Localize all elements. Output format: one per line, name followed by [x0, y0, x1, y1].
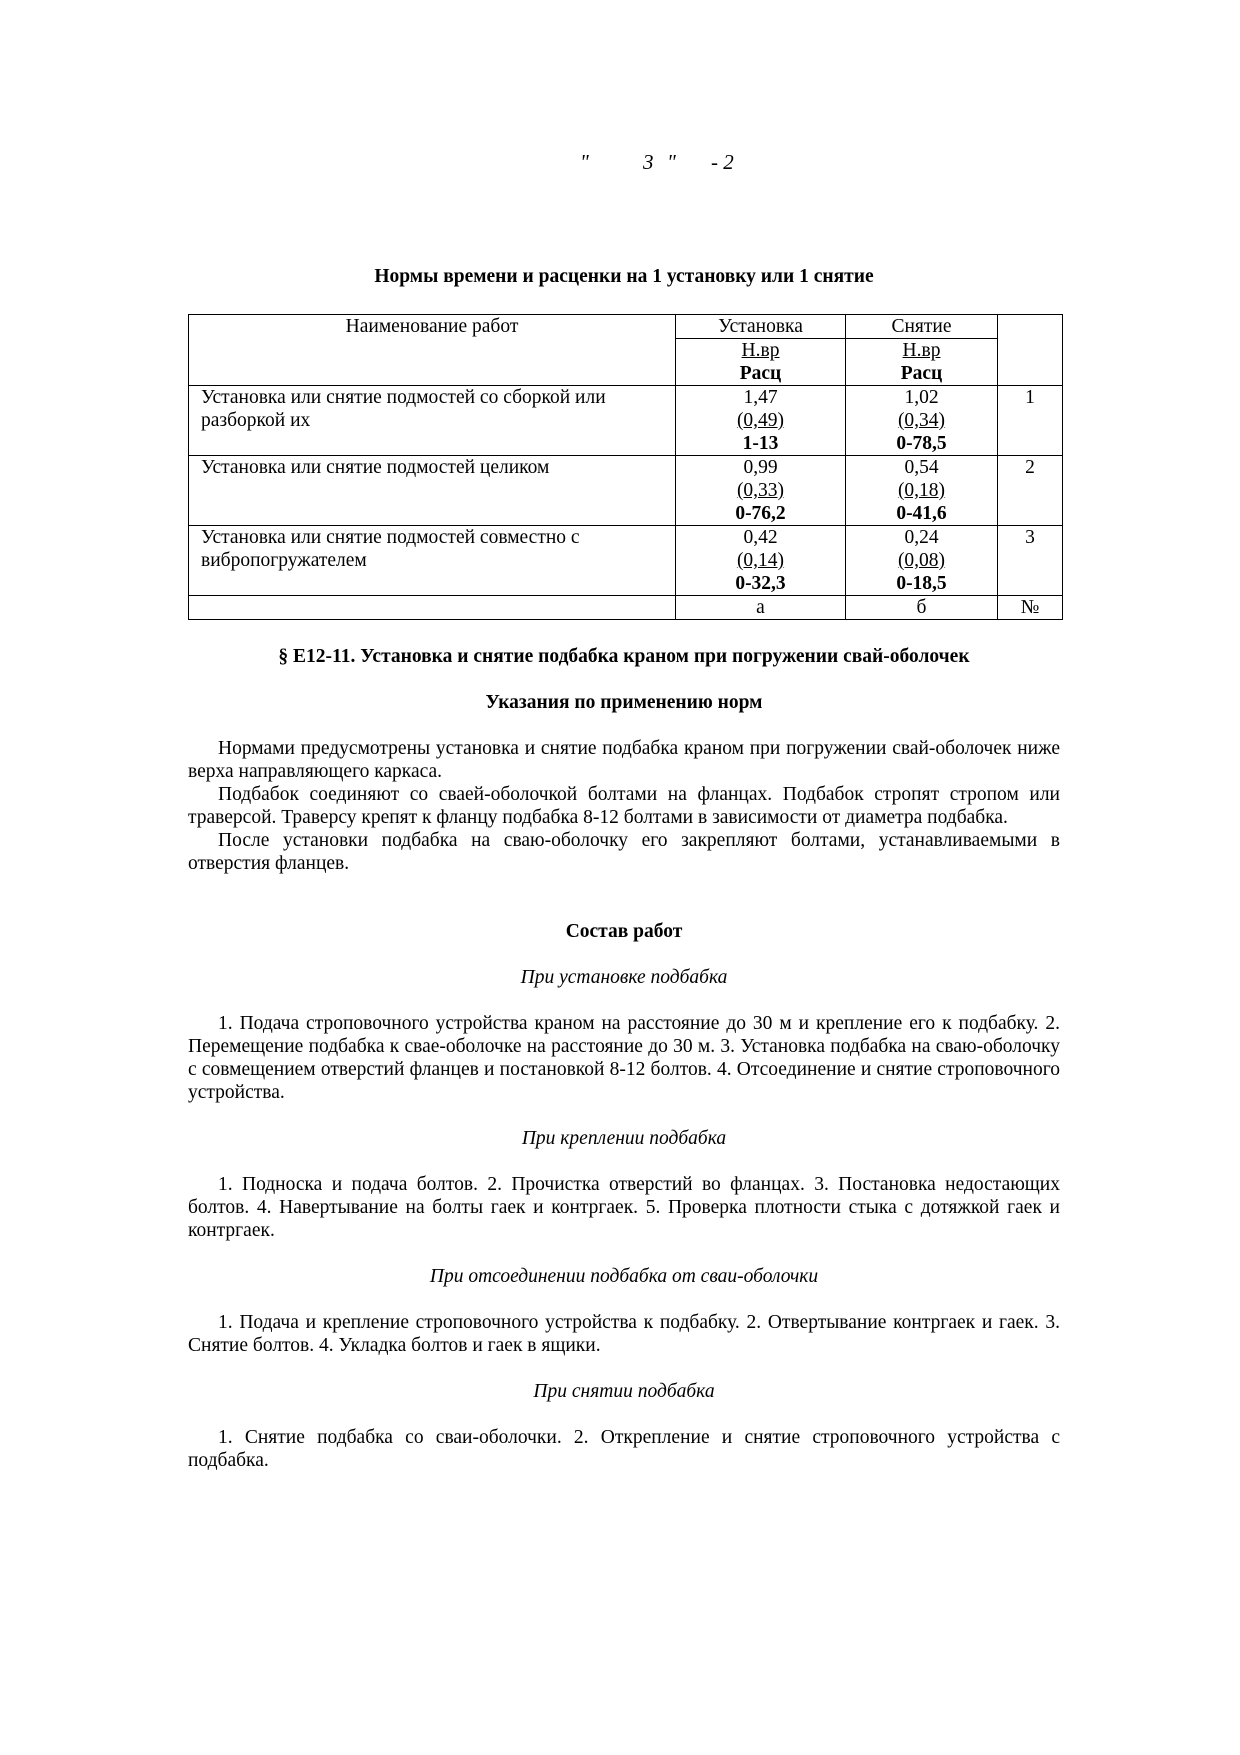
header-remove: Снятие — [846, 315, 998, 339]
work-text — [188, 1173, 1060, 1242]
install-value: 0,99 — [743, 457, 778, 478]
rasc-label: Расц — [739, 363, 782, 384]
work-subtitle: При снятии подбабка — [533, 1381, 715, 1402]
remove-sub: (0,08) — [897, 550, 946, 571]
install-value: 0,42 — [743, 527, 778, 548]
footer-b: б — [846, 596, 998, 620]
norms-table — [188, 314, 1063, 620]
install-cell — [676, 456, 846, 526]
install-price: 0-32,3 — [735, 573, 786, 594]
work-paragraph: 1. Снятие подбабка со сваи-оболочки. 2. Открепление и снятие строповочного устройства с подбабка. — [188, 1427, 1060, 1471]
header-install: Установка — [676, 315, 846, 339]
work-subtitle: При установке подбабка — [520, 967, 728, 988]
header-number: 3 — [643, 150, 654, 174]
work-paragraph: 1. Подноска и подача болтов. 2. Прочистка отверстий во фланцах. 3. Постановка недостающих болтов. 4. Навертывание на болты гаек и контргаек. 5. Проверка плотности стыка с дотяжкой гаек и контргаек. — [188, 1174, 1060, 1241]
install-cell — [676, 386, 846, 456]
remove-value: 0,24 — [904, 527, 939, 548]
install-value: 1,47 — [743, 387, 778, 408]
work-text — [188, 1012, 1060, 1104]
header-num-cell — [998, 315, 1063, 386]
remove-value: 1,02 — [904, 387, 939, 408]
remove-price: 0-41,6 — [896, 503, 947, 524]
table-title: Нормы времени и расценки на 1 установку или 1 снятие — [374, 266, 874, 287]
guidance-title: Указания по применению норм — [485, 692, 763, 713]
row-name: Установка или снятие подмостей со сборкой или разборкой их — [189, 386, 676, 456]
footer-a: а — [676, 596, 846, 620]
work-paragraph: 1. Подача строповочного устройства краном на расстояние до 30 м и крепление его к подбабку. 2. Перемещение подбабка к свае-оболочке на расстояние до 30 м. 3. Установка подбабка на сваю-оболочку с совмещением отверстий фланцев и постановкой 8-12 болтов. 4. Отсоединение и снятие строповочного устройства. — [188, 1013, 1060, 1103]
footer-empty-cell — [189, 596, 676, 620]
guidance-paragraph: Нормами предусмотрены установка и снятие подбабка краном при погружении свай-оболочек ниже верха направляющего каркаса. — [188, 738, 1060, 782]
footer-num: № — [998, 596, 1063, 620]
remove-cell — [846, 526, 998, 596]
section-title: § Е12-11. Установка и снятие подбабка краном при погружении свай-оболочек — [278, 646, 970, 667]
header-quote-close: " — [667, 150, 676, 174]
subheader-install — [676, 339, 846, 386]
install-price: 0-76,2 — [735, 503, 786, 524]
install-cell — [676, 526, 846, 596]
row-number: 1 — [998, 386, 1063, 456]
work-text — [188, 1426, 1060, 1472]
install-sub: (0,33) — [736, 480, 785, 501]
page-header — [0, 150, 1240, 180]
install-sub: (0,49) — [736, 410, 785, 431]
work-paragraph: 1. Подача и крепление строповочного устройства к подбабку. 2. Отвертывание контргаек и гаек. 3. Снятие болтов. 4. Укладка болтов и гаек в ящики. — [188, 1312, 1060, 1356]
work-text — [188, 1311, 1060, 1357]
header-quote-open: " — [580, 150, 589, 174]
table-footer-row — [189, 596, 1063, 620]
rasc-label: Расц — [900, 363, 943, 384]
remove-sub: (0,34) — [897, 410, 946, 431]
row-name: Установка или снятие подмостей совместно с вибропогружателем — [189, 526, 676, 596]
remove-price: 0-18,5 — [896, 573, 947, 594]
guidance-paragraph: Подбабок соединяют со сваей-оболочкой болтами на фланцах. Подбабок стропят стропом или траверсой. Траверсу крепят к фланцу подбабка 8-12 болтами в зависимости от диаметра подбабка. — [188, 784, 1060, 828]
remove-sub: (0,18) — [897, 480, 946, 501]
row-number: 2 — [998, 456, 1063, 526]
table-header-row — [189, 315, 1063, 339]
header-name-cell — [189, 315, 676, 386]
header-name: Наименование работ — [345, 316, 519, 337]
work-subtitle: При креплении подбабка — [521, 1128, 727, 1149]
install-sub: (0,14) — [736, 550, 785, 571]
guidance-text — [188, 737, 1060, 875]
table-row — [189, 456, 1063, 526]
remove-cell — [846, 386, 998, 456]
nvr-label: Н.вр — [902, 340, 941, 361]
subheader-remove — [846, 339, 998, 386]
install-price: 1-13 — [742, 433, 779, 454]
work-subtitle: При отсоединении подбабка от сваи-оболочки — [429, 1266, 819, 1287]
remove-value: 0,54 — [904, 457, 939, 478]
row-name: Установка или снятие подмостей целиком — [189, 456, 676, 526]
nvr-label: Н.вр — [741, 340, 780, 361]
remove-price: 0-78,5 — [896, 433, 947, 454]
table-row — [189, 386, 1063, 456]
guidance-paragraph: После установки подбабка на сваю-оболочку его закрепляют болтами, устанавливаемыми в отверстия фланцев. — [188, 830, 1060, 874]
table-row — [189, 526, 1063, 596]
work-title: Состав работ — [565, 921, 683, 942]
row-number: 3 — [998, 526, 1063, 596]
remove-cell — [846, 456, 998, 526]
page-number: - 2 — [711, 150, 734, 174]
